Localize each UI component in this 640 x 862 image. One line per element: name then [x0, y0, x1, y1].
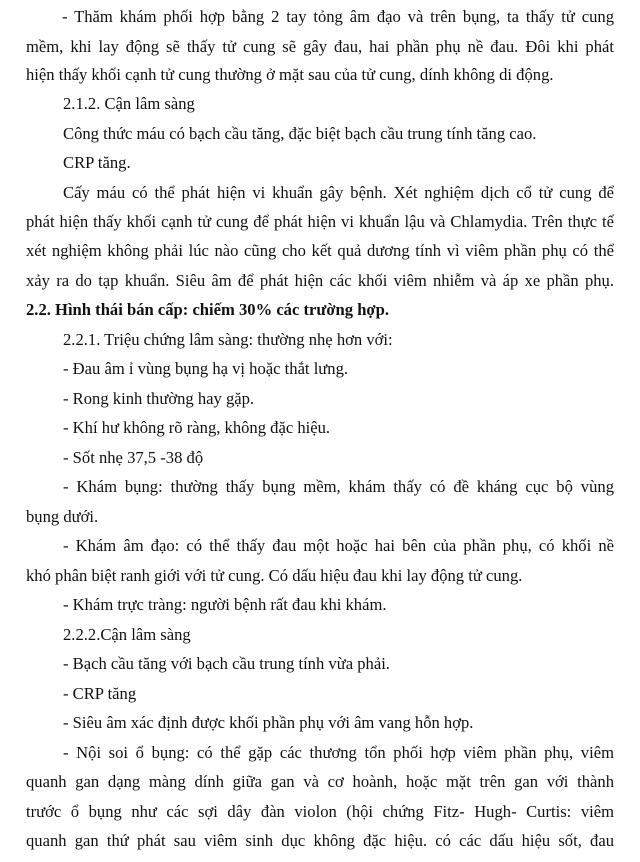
paragraph-line: trước ổ bụng như các sợi dây đàn violon (hội chứng Fitz- Hugh- Curtis: viêm: [26, 802, 614, 821]
subsection-heading: 2.2.2.Cận lâm sàng: [63, 625, 191, 644]
list-item: - Sốt nhẹ 37,5 -38 độ: [63, 448, 204, 467]
list-item: - Khám âm đạo: có thể thấy đau một hoặc hai bên của phần phụ, có khối nề: [63, 536, 614, 555]
subsection-heading: 2.2.1. Triệu chứng lâm sàng: thường nhẹ hơn với:: [63, 330, 393, 349]
paragraph-line: Công thức máu có bạch cầu tăng, đặc biệt bạch cầu trung tính tăng cao.: [63, 124, 537, 143]
list-item: - Nội soi ổ bụng: có thể gặp các thương tổn phối hợp viêm phần phụ, viêm: [63, 743, 614, 762]
list-item: - Khám bụng: thường thấy bụng mềm, khám thấy có đề kháng cục bộ vùng: [63, 477, 614, 496]
list-item: - Đau âm ỉ vùng bụng hạ vị hoặc thắt lưng.: [63, 359, 349, 378]
paragraph-line: Cấy máu có thể phát hiện vi khuẩn gây bệnh. Xét nghiệm dịch cổ tử cung để: [63, 183, 614, 202]
paragraph-line: phát hiện thấy khối cạnh tử cung để phát hiện vi khuẩn lậu và Chlamydia. Trên thực tế: [26, 212, 614, 231]
paragraph-line: - Thăm khám phối hợp bằng 2 tay tỏng âm đạo và trên bụng, ta thấy tử cung: [62, 7, 614, 26]
list-item: - CRP tăng: [63, 684, 137, 703]
paragraph-line: mềm, khi lay động sẽ thấy tử cung sẽ gây đau, hai phần phụ nề đau. Đôi khi phát: [26, 37, 614, 56]
list-item: - Khí hư không rõ ràng, không đặc hiệu.: [63, 418, 331, 437]
list-item: - Rong kinh thường hay gặp.: [63, 389, 255, 408]
list-item: - Siêu âm xác định được khối phần phụ với âm vang hỗn hợp.: [63, 713, 474, 732]
paragraph-line: xảy ra do tạp khuẩn. Siêu âm để phát hiện các khối viêm nhiễm và áp xe phần phụ.: [26, 271, 614, 290]
list-item: - Bạch cầu tăng với bạch cầu trung tính vừa phải.: [63, 654, 390, 673]
paragraph-line: hiện thấy khối cạnh tử cung thường ở mặt sau của tử cung, dính không di động.: [26, 65, 554, 84]
paragraph-line: quanh gan dạng màng dính giữa gan và cơ hoành, hoặc mặt trên gan với thành: [26, 772, 614, 791]
paragraph-line: CRP tăng.: [63, 153, 131, 172]
paragraph-line: xét nghiệm không phải lúc nào cũng cho kết quả dương tính vì viêm phần phụ có thể: [26, 241, 614, 260]
subsection-heading: 2.1.2. Cận lâm sàng: [63, 94, 195, 113]
list-item: - Khám trực tràng: người bệnh rất đau khi khám.: [63, 595, 387, 614]
section-heading: 2.2. Hình thái bán cấp: chiếm 30% các trường hợp.: [26, 300, 389, 319]
paragraph-line: khó phân biệt ranh giới với tử cung. Có dấu hiệu đau khi lay động tử cung.: [26, 566, 523, 585]
paragraph-line: quanh gan thứ phát sau viêm sinh dục không đặc hiệu. có các dấu hiệu sốt, đau: [26, 831, 614, 850]
paragraph-line: bụng dưới.: [26, 507, 99, 526]
